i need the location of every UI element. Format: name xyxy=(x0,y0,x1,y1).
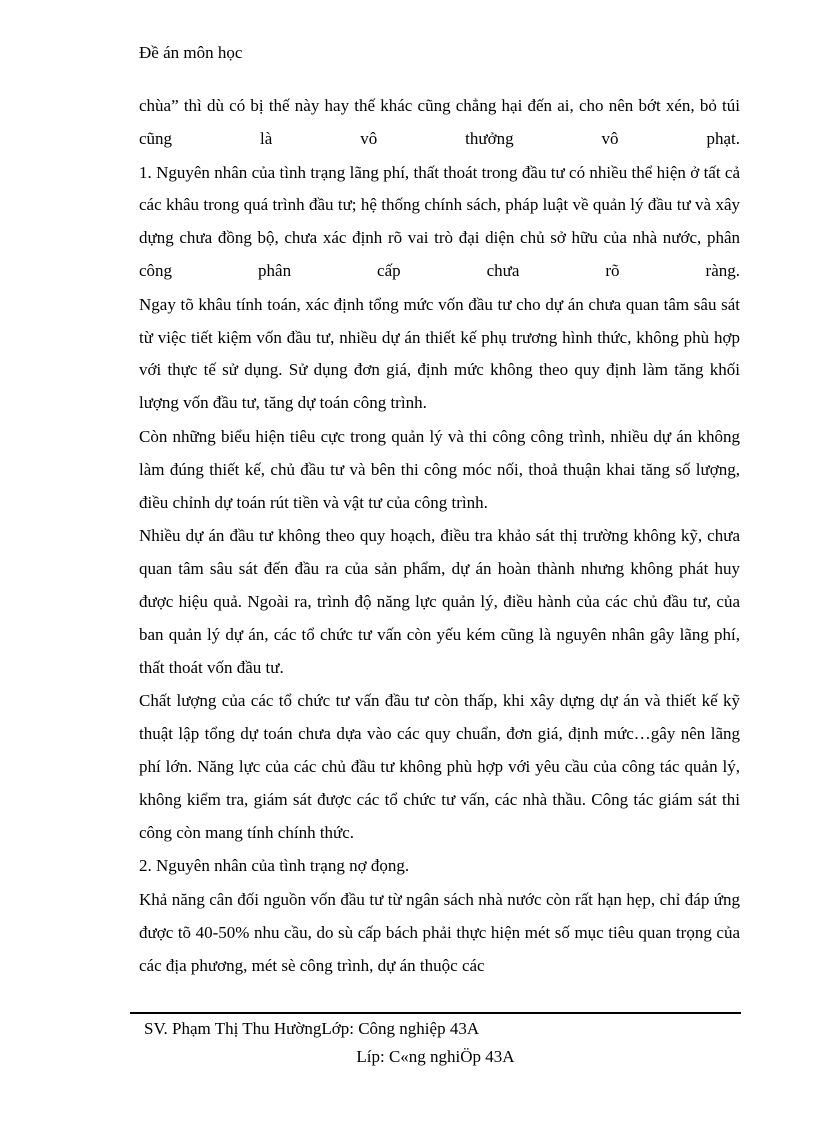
footer-class-line: Líp: C«ng nghiÖp 43A xyxy=(356,1047,515,1066)
document-body xyxy=(139,90,740,984)
paragraph-intro: chùa” thì dù có bị thế này hay thế khác cũng chẳng hại đến ai, cho nên bớt xén, bỏ túi cũng là vô thưởng vô phạt. xyxy=(139,96,740,148)
page-footer xyxy=(130,1012,741,1067)
paragraph-cause-2: 2. Nguyên nhân của tình trạng nợ đọng. xyxy=(139,856,410,876)
paragraph-cause-1: 1. Nguyên nhân của tình trạng lãng phí, thất thoát trong đầu tư có nhiều thể hiện ở tất cả các khâu trong quá trình đầu tư; hệ thống chính sách, pháp luật về quản lý đầu tư và xây dựng chưa đồng bộ, chưa xác định rõ vai trò đại diện chủ sở hữu của nhà nước, phân công phân cấp chưa rõ ràng. xyxy=(139,162,740,280)
paragraph-negative: Còn những biểu hiện tiêu cực trong quản lý và thi công công trình, nhiều dự án không làm đúng thiết kế, chủ đầu tư và bên thi công móc nối, thoả thuận khai tăng số lượng, điều chỉnh dự toán rút tiền và vật tư của công trình. xyxy=(139,426,740,512)
footer-student-line: SV. Phạm Thị Thu HườngLớp: Công nghiệp 43A xyxy=(144,1019,480,1038)
paragraph-planning: Nhiều dự án đầu tư không theo quy hoạch, điều tra khảo sát thị trường không kỹ, chưa quan tâm sâu sát đến đầu ra của sản phẩm, dự án hoàn thành nhưng không phát huy được hiệu quả. Ngoài ra, trình độ năng lực quản lý, điều hành của các chủ đầu tư, của ban quản lý dự án, các tổ chức tư vấn còn yếu kém cũng là nguyên nhân gây lãng phí, thất thoát vốn đầu tư. xyxy=(139,526,740,677)
paragraph-quality: Chất lượng của các tổ chức tư vấn đầu tư còn thấp, khi xây dựng dự án và thiết kế kỹ thuật lập tổng dự toán chưa dựa vào các quy chuẩn, đơn giá, định mức…gây nên lãng phí lớn. Năng lực của các chủ đầu tư không phù hợp với yêu cầu của công tác quản lý, không kiểm tra, giám sát được các tổ chức tư vấn, các nhà thầu. Công tác giám sát thi công còn mang tính chính thức. xyxy=(139,691,740,842)
paragraph-budget: Khả năng cân đối nguồn vốn đầu tư từ ngân sách nhà nước còn rất hạn hẹp, chỉ đáp ứng được tõ 40-50% nhu cầu, do sù cấp bách phải thực hiện mét số mục tiêu quan trọng của các địa phương, mét sè công trình, dự án thuộc các xyxy=(139,890,740,975)
page-header-title: Đề án môn học xyxy=(139,43,243,62)
paragraph-calculation: Ngay tõ khâu tính toán, xác định tổng mức vốn đầu tư cho dự án chưa quan tâm sâu sát từ việc tiết kiệm vốn đầu tư, nhiều dự án thiết kế phụ trương hình thức, không phù hợp với thực tế sử dụng. Sử dụng đơn giá, định mức không theo quy định làm tăng khối lượng vốn đầu tư, tăng dự toán công trình. xyxy=(139,294,740,413)
footer-divider xyxy=(130,1012,741,1014)
